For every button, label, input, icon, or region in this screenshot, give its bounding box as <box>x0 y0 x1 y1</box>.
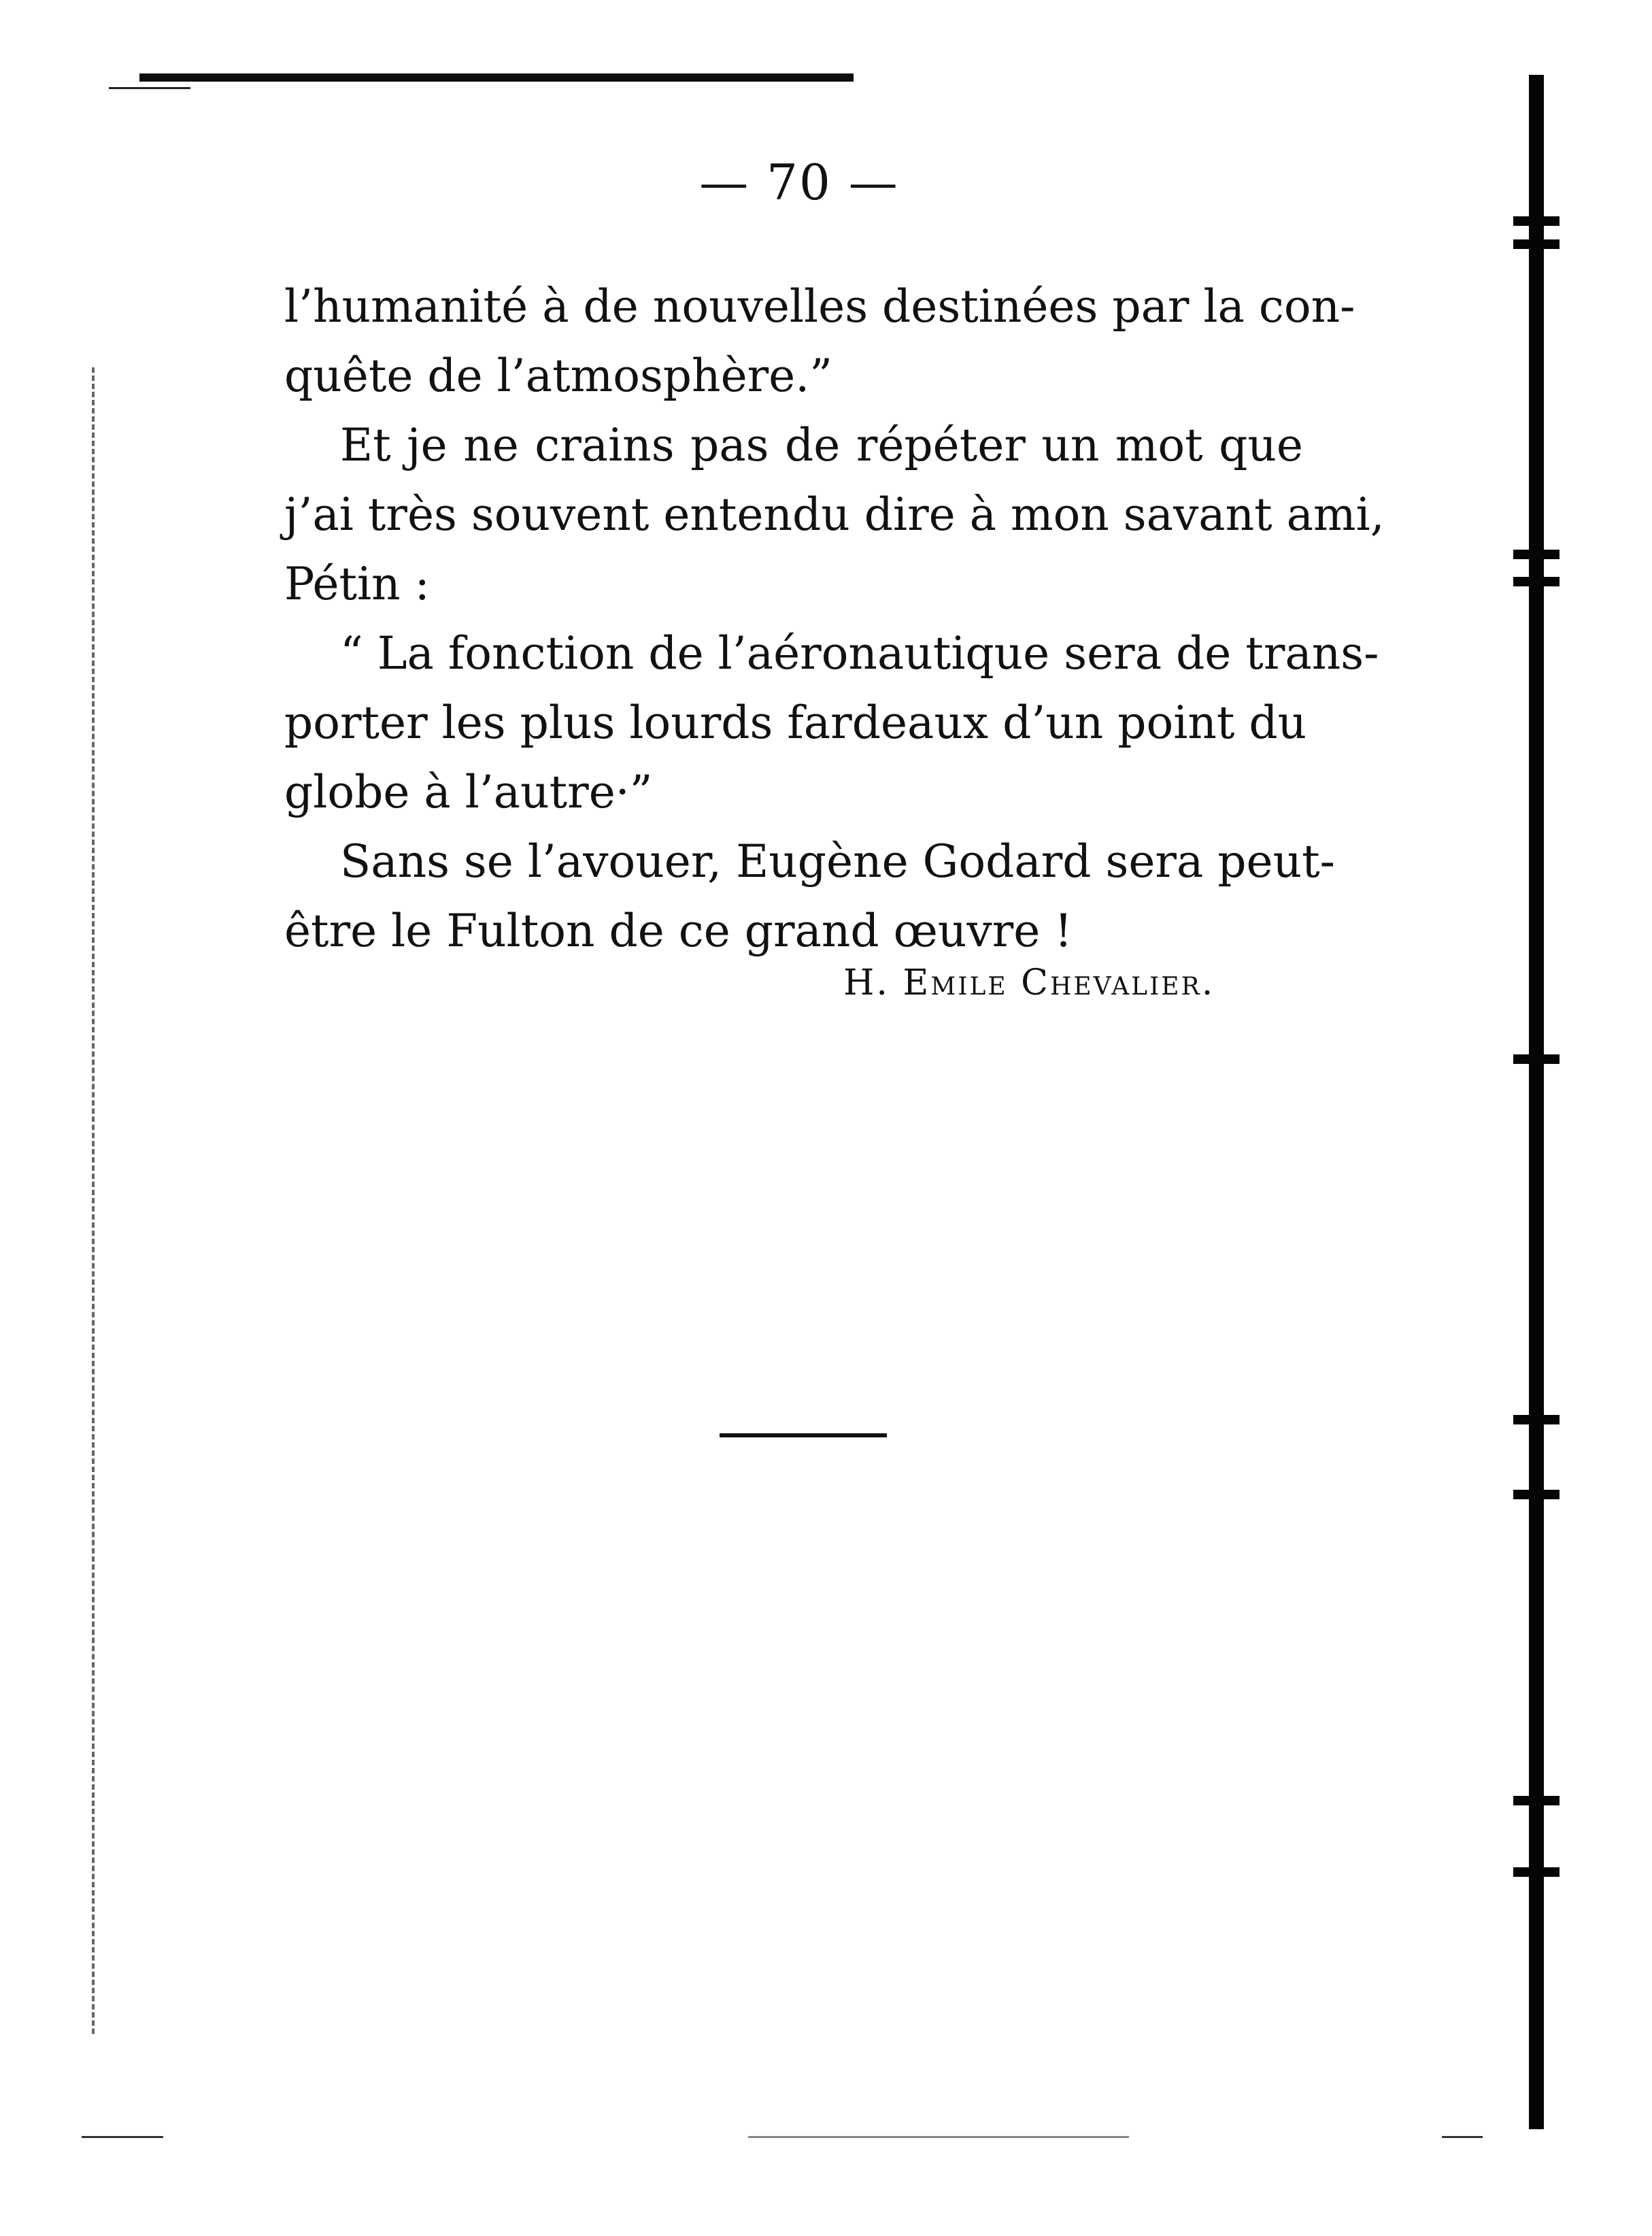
text-line: Sans se l’avouer, Eugène Godard sera peut- <box>340 835 1335 888</box>
text-line: être le Fulton de ce grand œuvre ! <box>284 905 1073 957</box>
bottom-edge-mark <box>1442 2136 1483 2138</box>
top-rule <box>139 73 854 82</box>
spine-tick <box>1513 216 1560 226</box>
text-line: porter les plus lourds fardeaux d’un point du <box>284 697 1307 749</box>
binding-spine <box>1529 75 1544 2129</box>
text-line: quête de l’atmosphère.” <box>284 350 832 402</box>
spine-tick <box>1513 1415 1560 1424</box>
bottom-edge-mark <box>82 2136 163 2138</box>
body-text <box>284 272 1385 966</box>
top-rule-fragment <box>109 87 190 89</box>
author-signature: H. Emile Chevalier. <box>843 963 1215 1003</box>
spine-tick <box>1513 1867 1560 1877</box>
end-rule <box>720 1433 887 1437</box>
text-line: j’ai très souvent entendu dire à mon savant ami, <box>284 488 1385 541</box>
text-line: Pétin : <box>284 558 430 610</box>
spine-tick <box>1513 1490 1560 1499</box>
text-line: “ La fonction de l’aéronautique sera de trans- <box>340 627 1379 680</box>
spine-tick <box>1513 577 1560 586</box>
bottom-edge-mark <box>748 2136 1129 2138</box>
spine-tick <box>1513 1054 1560 1064</box>
page-number: — 70 — <box>699 154 899 211</box>
text-line: globe à l’autre·” <box>284 766 653 818</box>
spine-tick <box>1513 1796 1560 1805</box>
spine-tick <box>1513 239 1560 249</box>
text-line: Et je ne crains pas de répéter un mot que <box>340 419 1303 471</box>
left-margin-edge <box>92 367 98 2034</box>
text-line: l’humanité à de nouvelles destinées par la con- <box>284 280 1355 333</box>
spine-tick <box>1513 550 1560 559</box>
